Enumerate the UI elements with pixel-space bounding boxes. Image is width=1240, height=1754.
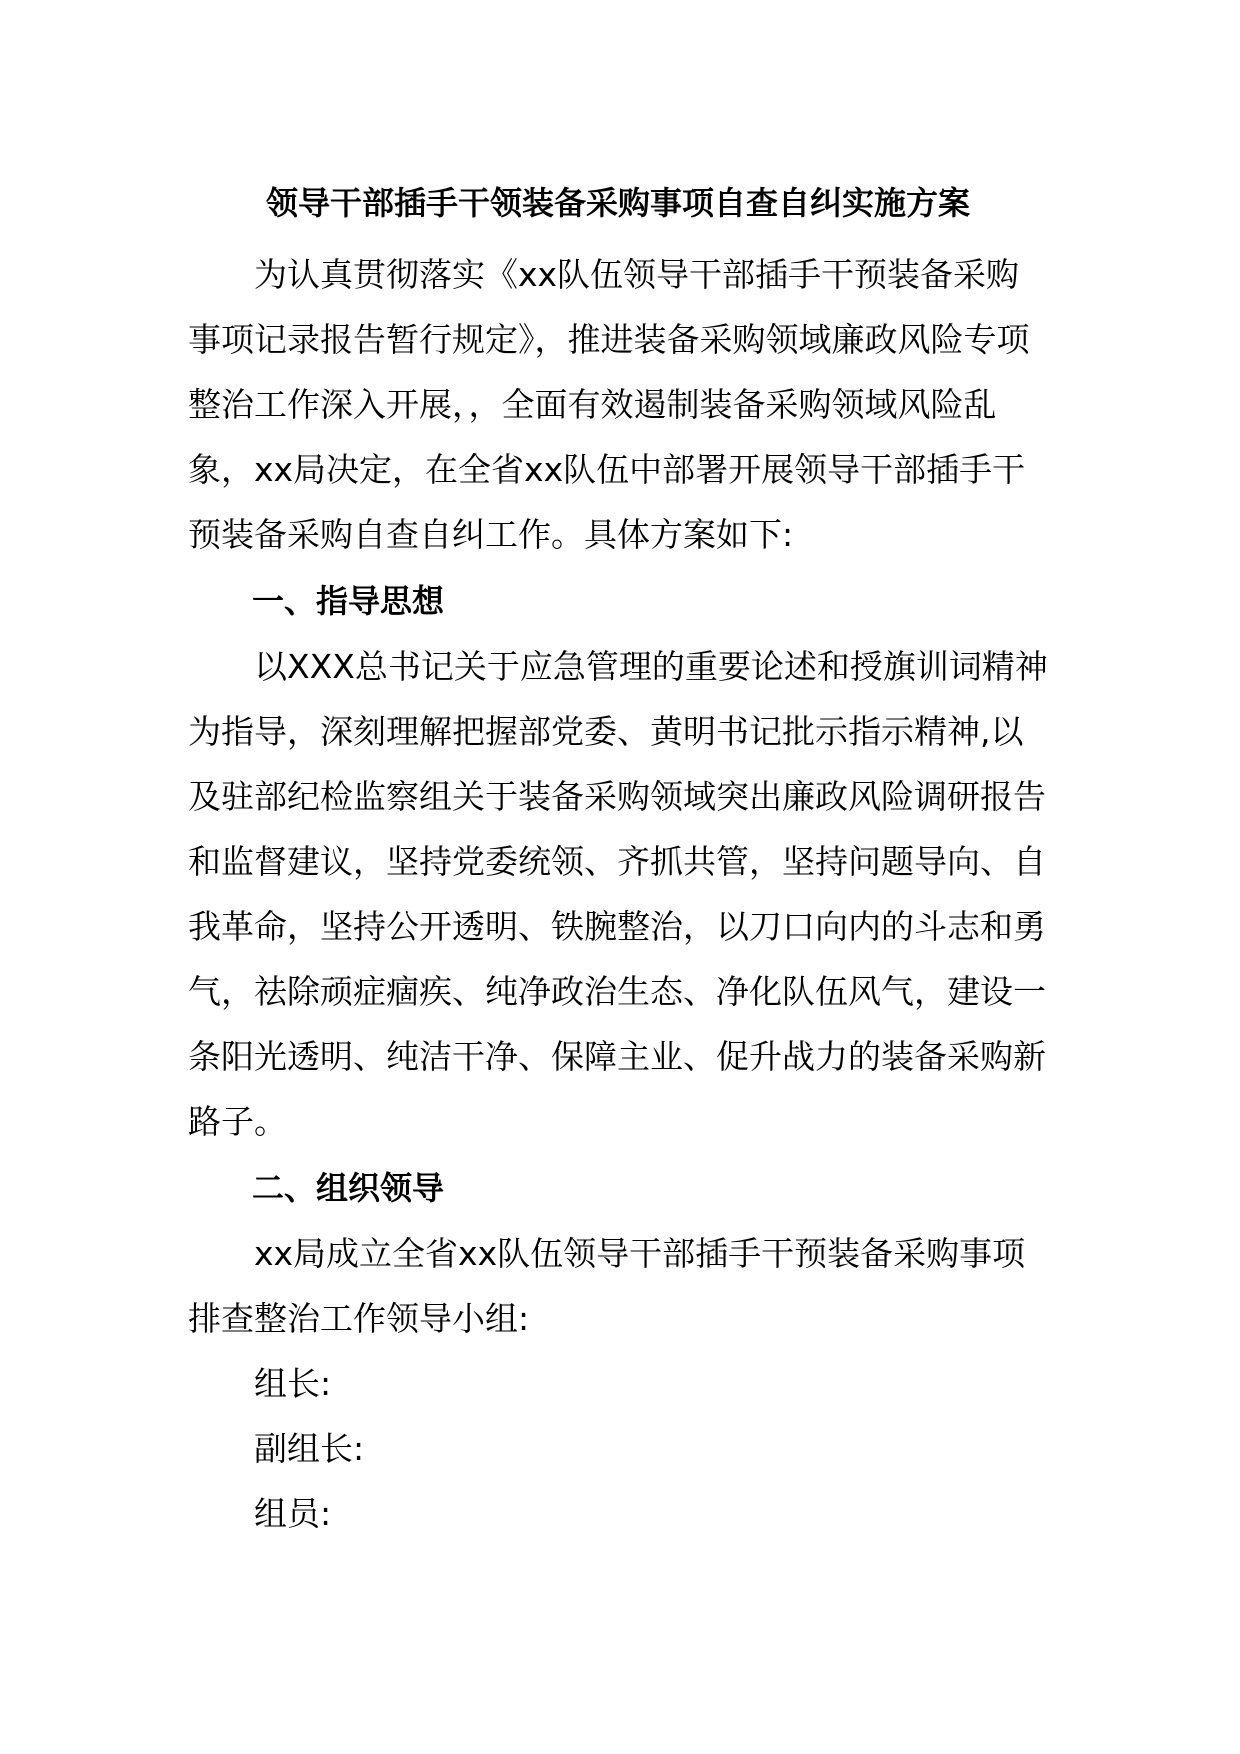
member-label: 组员: (254, 1494, 332, 1533)
section-paragraph-organization: xx局成立全省xx队伍领导干部插手干预装备采购事项排查整治工作领导小组: (188, 1234, 1026, 1338)
leader-label: 组长: (254, 1364, 332, 1403)
section-paragraph-guiding-ideology: 以XXX总书记关于应急管理的重要论述和授旗训词精神为指导，深刻理解把握部党委、黄明书记批示指示精神,以及驻部纪检监察组关于装备采购领域突出廉政风险调研报告和监督建议，坚持党委统领、齐抓共管，坚持问题导向、自我革命，坚持公开透明、铁腕整治，以刀口向内的斗志和勇气，祛除顽症痼疾、纯净政治生态、净化队伍风气，建设一条阳光透明、纯洁干净、保障主业、促升战力的装备采购新路子。 (188, 647, 1048, 1141)
intro-paragraph: 为认真贯彻落实《xx队伍领导干部插手干预装备采购事项记录报告暂行规定》，推进装备采购领域廉政风险专项整治工作深入开展，，全面有效遏制装备采购领域风险乱象，xx局决定，在全省xx队伍中部署开展领导干部插手干预装备采购自查自纠工作。具体方案如下: (188, 255, 1030, 554)
section-heading-organization: 二、组织领导 (252, 1169, 445, 1207)
deputy-leader-label: 副组长: (254, 1429, 365, 1468)
document-body (188, 178, 1048, 1546)
section-heading-guiding-ideology: 一、指导思想 (252, 582, 445, 620)
document-title: 领导干部插手干领装备采购事项自查自纠实施方案 (265, 184, 970, 222)
